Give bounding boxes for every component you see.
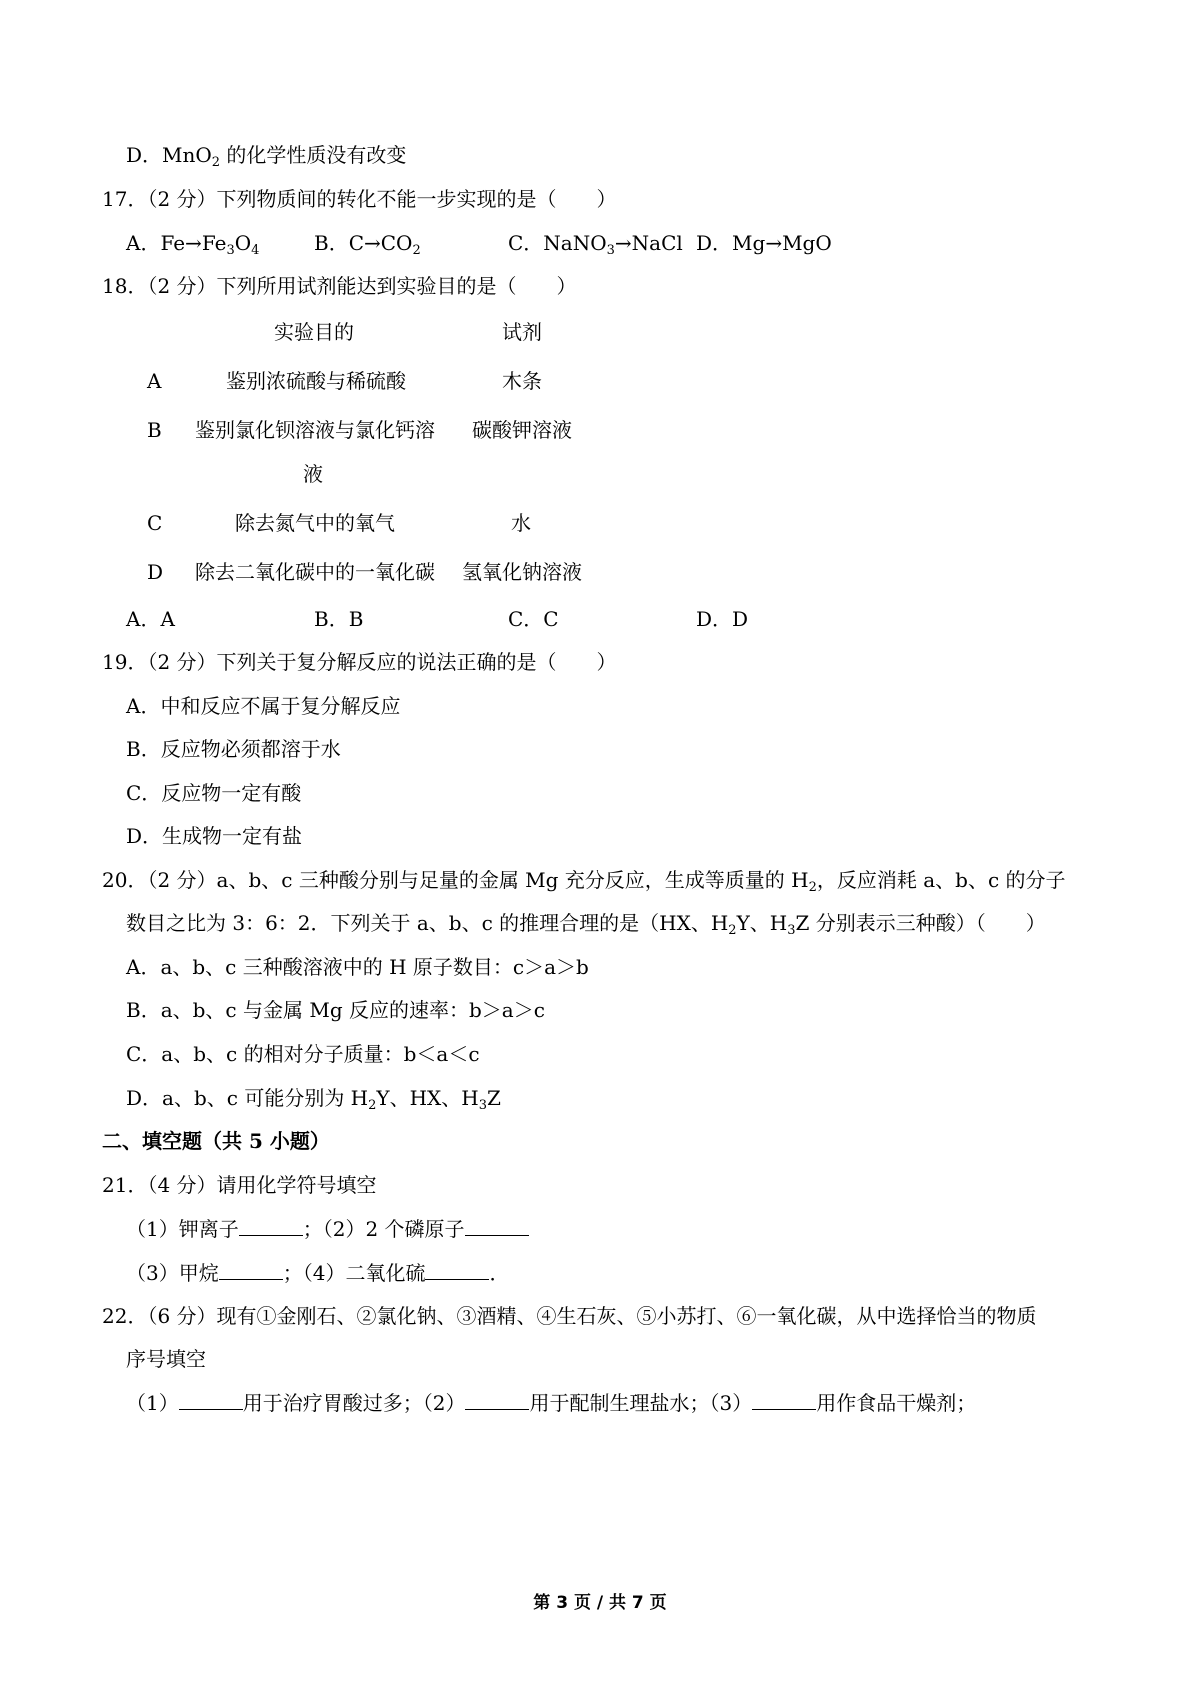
q18-row-purpose: 鉴别浓硫酸与稀硫酸 xyxy=(226,369,406,393)
answer-blank[interactable] xyxy=(465,1217,529,1236)
q18-row-purpose-continued: 液 xyxy=(303,462,323,486)
section-title: 二、填空题（共 5 小题） xyxy=(102,1129,330,1153)
q18-row-label: C xyxy=(147,511,163,535)
q17-option-d: D．Mg→MgO xyxy=(696,231,832,255)
answer-blank[interactable] xyxy=(219,1261,283,1280)
q20-stem-line2: 数目之比为 3：6：2．下列关于 a、b、c 的推理合理的是（HX、$H_2Y$、$H_3Z$ 分别表示三种酸）（ ） xyxy=(126,911,1046,938)
page-footer: 第 3 页 / 共 7 页 xyxy=(533,1593,667,1613)
q18-row-label: A xyxy=(147,369,162,393)
q20-option-d: D．a、b、c 可能分别为 $H_2Y$、HX、$H_3Z$ xyxy=(126,1086,501,1113)
q18-option-a: A．A xyxy=(126,607,175,631)
q20-option-b: B．a、b、c 与金属 Mg 反应的速率：b＞a＞c xyxy=(126,998,545,1022)
q18-row-reagent: 氢氧化钠溶液 xyxy=(462,560,582,584)
q20-option-c: C．a、b、c 的相对分子质量：b＜a＜c xyxy=(126,1042,480,1066)
q22-stem-line1: 22．（6 分）现有①金刚石、②氯化钠、③酒精、④生石灰、⑤小苏打、⑥一氧化碳，从中选择恰当的物质 xyxy=(102,1304,1037,1328)
answer-blank[interactable] xyxy=(179,1391,243,1410)
q18-header-reagent: 试剂 xyxy=(502,320,542,344)
q19-stem: 19．（2 分）下列关于复分解反应的说法正确的是（ ） xyxy=(102,650,617,674)
q17-option-b: B．$C\to CO_2$ xyxy=(314,231,421,258)
q17-option-c: C．NaNO$_3$→NaCl xyxy=(508,231,683,258)
q18-row-reagent: 水 xyxy=(511,511,531,535)
q16-option-d: D．MnO$_2$ 的化学性质没有改变 xyxy=(126,143,407,170)
q19-option-d: D．生成物一定有盐 xyxy=(126,824,303,848)
q20-option-a: A．a、b、c 三种酸溶液中的 H 原子数目：c＞a＞b xyxy=(126,955,589,979)
q19-option-c: C．反应物一定有酸 xyxy=(126,781,302,805)
q18-row-purpose: 除去二氧化碳中的一氧化碳 xyxy=(195,560,435,584)
q18-option-d: D．D xyxy=(696,607,749,631)
q22-stem-line2: 序号填空 xyxy=(126,1347,206,1371)
q21-line2: （3）甲烷 ；（4）二氧化硫 ． xyxy=(126,1261,510,1285)
q18-row-reagent: 碳酸钾溶液 xyxy=(472,418,572,442)
q18-row-label: B xyxy=(147,418,162,442)
q18-header-purpose: 实验目的 xyxy=(274,320,354,344)
q19-option-a: A．中和反应不属于复分解反应 xyxy=(126,694,401,718)
q18-option-b: B．B xyxy=(314,607,364,631)
answer-blank[interactable] xyxy=(465,1391,529,1410)
answer-blank[interactable] xyxy=(425,1261,489,1280)
q21-stem: 21．（4 分）请用化学符号填空 xyxy=(102,1173,377,1197)
answer-blank[interactable] xyxy=(752,1391,816,1410)
q22-line1: （1） 用于治疗胃酸过多；（2） 用于配制生理盐水；（3） 用作食品干燥剂； xyxy=(126,1391,977,1415)
q18-row-reagent: 木条 xyxy=(502,369,542,393)
answer-blank[interactable] xyxy=(239,1217,303,1236)
q17-option-a: A．$Fe\to Fe_3O_4$ xyxy=(126,231,260,258)
q18-stem: 18．（2 分）下列所用试剂能达到实验目的是（ ） xyxy=(102,274,577,298)
q18-row-purpose: 鉴别氯化钡溶液与氯化钙溶 xyxy=(195,418,435,442)
q20-stem-line1: 20．（2 分）a、b、c 三种酸分别与足量的金属 Mg 充分反应，生成等质量的 $H_2$，反应消耗 a、b、c 的分子 xyxy=(102,868,1066,895)
q18-row-label: D xyxy=(147,560,164,584)
q21-line1: （1）钾离子 ；（2）2 个磷原子 xyxy=(126,1217,529,1241)
q18-option-c: C．C xyxy=(508,607,559,631)
q17-stem: 17．（2 分）下列物质间的转化不能一步实现的是（ ） xyxy=(102,187,617,211)
q18-row-purpose: 除去氮气中的氧气 xyxy=(235,511,395,535)
q19-option-b: B．反应物必须都溶于水 xyxy=(126,737,341,761)
